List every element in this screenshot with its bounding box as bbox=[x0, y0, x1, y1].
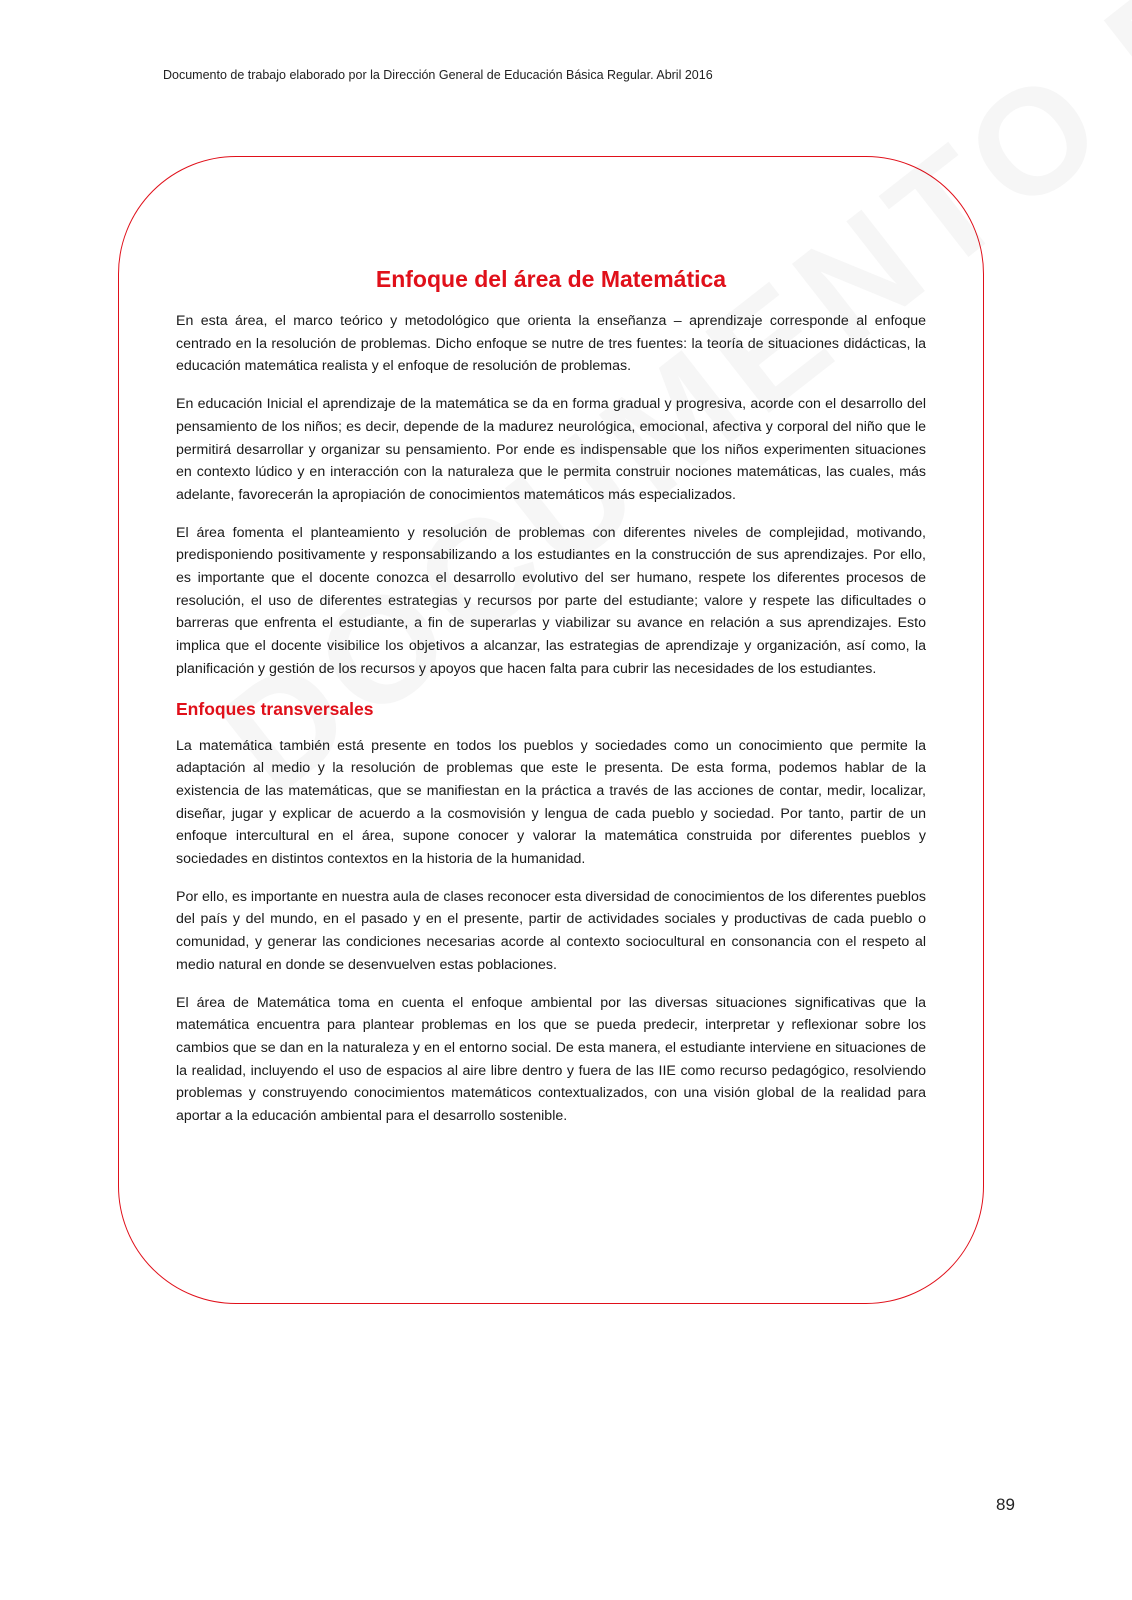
paragraph: En esta área, el marco teórico y metodológico que orienta la enseñanza – aprendizaje corresponde al enfoque centrado en la resolución de problemas. Dicho enfoque se nutre de tres fuentes: la teoría de situaciones didácticas, la educación matemática realista y el enfoque de resolución de problemas. bbox=[176, 313, 926, 375]
page-header: Documento de trabajo elaborado por la Dirección General de Educación Básica Regular. Abril 2016 bbox=[163, 68, 713, 82]
paragraph: En educación Inicial el aprendizaje de la matemática se da en forma gradual y progresiva, acorde con el desarrollo del pensamiento de los niños; es decir, depende de la madurez neurológica, emocional, afectiva y corporal del niño que le permitirá desarrollar y organizar su pensamiento. Por ende es indispensable que los niños experimenten situaciones en contexto lúdico y en interacción con la naturaleza que le permita construir nociones matemáticas, las cuales, más adelante, favorecerán la apropiación de conocimientos matemáticos más especializados. bbox=[176, 396, 926, 503]
main-content bbox=[176, 262, 926, 1143]
paragraph: Por ello, es importante en nuestra aula de clases reconocer esta diversidad de conocimientos de los diferentes pueblos del país y del mundo, en el pasado y en el presente, partir de actividades sociales y productivas de cada pueblo o comunidad, y generar las condiciones necesarias acorde al contexto sociocultural en consonancia con el respeto al medio natural en donde se desenvuelven estas poblaciones. bbox=[176, 888, 927, 973]
paragraph: La matemática también está presente en todos los pueblos y sociedades como un conocimiento que permite la adaptación al medio y la resolución de problemas que este le presenta. De esta forma, podemos hablar de la existencia de las matemáticas, que se manifiestan en la práctica a través de las acciones de contar, medir, localizar, diseñar, jugar y explicar de acuerdo a la cosmovisión y lengua de cada pueblo y sociedad. Por tanto, partir de un enfoque intercultural en el área, supone conocer y valorar la matemática construida por diferentes pueblos y sociedades en distintos contextos en la historia de la humanidad. bbox=[176, 737, 926, 868]
section-title: Enfoque del área de Matemática bbox=[375, 266, 727, 292]
page-number: 89 bbox=[996, 1495, 1015, 1514]
paragraph: El área de Matemática toma en cuenta el enfoque ambiental por las diversas situaciones significativas que la matemática encuentra para plantear problemas en los que se pueda predecir, interpretar y reflexionar sobre los cambios que se dan en la naturaleza y en el entorno social. De esta manera, el estudiante interviene en situaciones de la realidad, incluyendo el uso de espacios al aire libre dentro y fuera de las IIE como recurso pedagógico, resolviendo problemas y construyendo conocimientos matemáticos contextualizados, con una visión global de la realidad para aportar a la educación ambiental para el desarrollo sostenible. bbox=[176, 994, 926, 1125]
subsection-heading: Enfoques transversales bbox=[176, 698, 374, 719]
paragraph: El área fomenta el planteamiento y resolución de problemas con diferentes niveles de complejidad, motivando, predisponiendo positivamente y responsabilizando a los estudiantes en la construcción de sus aprendizajes. Por ello, es importante que el docente conozca el desarrollo evolutivo del ser humano, respete los diferentes procesos de resolución, el uso de diferentes estrategias y recursos por parte del estudiante; valore y respete las dificultades o barreras que enfrenta el estudiante, a fin de superarlas y viabilizar su avance en relación a sus aprendizajes. Esto implica que el docente visibilice los objetivos a alcanzar, las estrategias de aprendizaje y organización, así como, la planificación y gestión de los recursos y apoyos que hacen falta para cubrir las necesidades de los estudiantes. bbox=[176, 524, 926, 677]
